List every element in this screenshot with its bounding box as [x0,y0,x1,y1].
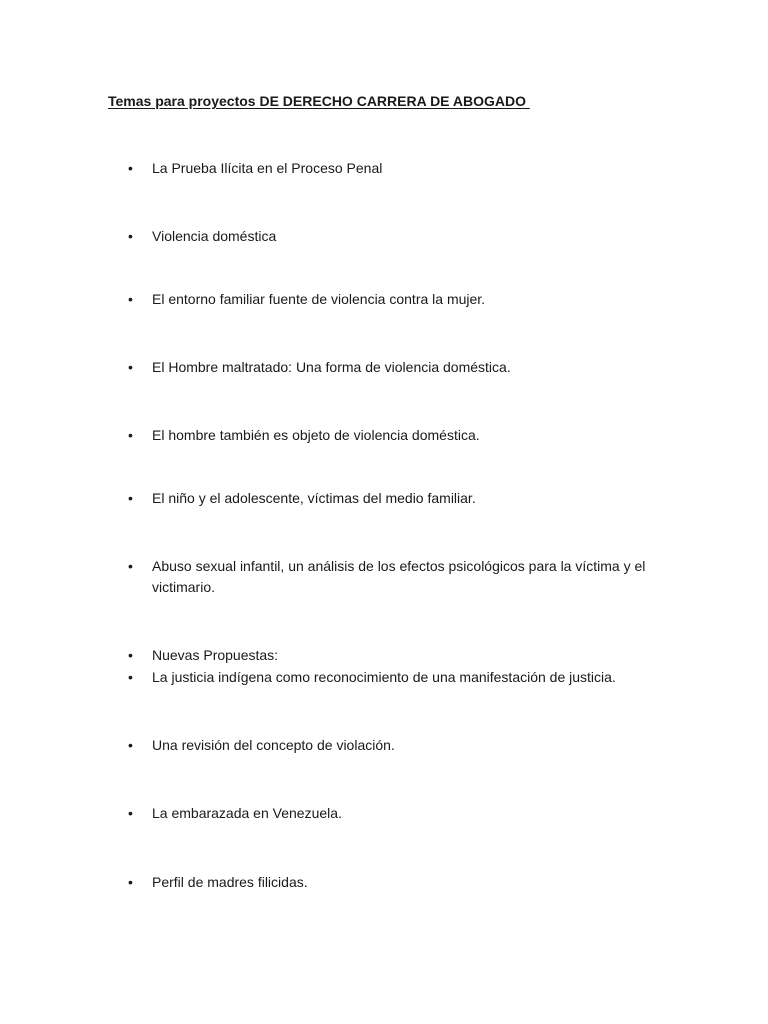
topic-text: Violencia doméstica [152,228,277,244]
topic-text: El Hombre maltratado: Una forma de violencia doméstica. [152,359,511,375]
topic-text: El niño y el adolescente, víctimas del medio familiar. [152,490,476,506]
bullet-icon: • [128,160,133,176]
bullet-icon: • [128,490,133,506]
bullet-icon: • [128,427,133,443]
bullet-icon: • [128,291,133,307]
topic-item [128,645,668,666]
bullet-icon: • [128,647,133,663]
topic-item [128,872,668,893]
bullet-icon: • [128,874,133,890]
topic-item [128,226,668,247]
topic-text: El entorno familiar fuente de violencia contra la mujer. [152,291,486,307]
topic-text: Abuso sexual infantil, un análisis de los efectos psicológicos para la víctima y el victimario. [152,558,646,595]
topic-text: El hombre también es objeto de violencia doméstica. [152,427,480,443]
topic-item [128,803,668,824]
topic-text: La justicia indígena como reconocimiento de una manifestación de justicia. [152,669,616,685]
topic-item [128,488,668,509]
topic-item [128,667,668,688]
topic-item [128,357,668,378]
topic-item [128,556,668,598]
topic-text: La embarazada en Venezuela. [152,805,342,821]
bullet-icon: • [128,669,133,685]
topic-text: Perfil de madres filicidas. [152,874,308,890]
topic-item [128,158,668,179]
bullet-icon: • [128,228,133,244]
topic-text: Nuevas Propuestas: [152,647,279,663]
bullet-icon: • [128,737,133,753]
topic-item [128,735,668,756]
topic-item [128,289,668,310]
bullet-icon: • [128,359,133,375]
topic-text: Una revisión del concepto de violación. [152,737,395,753]
bullet-icon: • [128,805,133,821]
topic-text: La Prueba Ilícita en el Proceso Penal [152,160,383,176]
topic-item [128,425,668,446]
bullet-icon: • [128,558,133,574]
document-title: Temas para proyectos DE DERECHO CARRERA DE ABOGADO [108,93,530,109]
